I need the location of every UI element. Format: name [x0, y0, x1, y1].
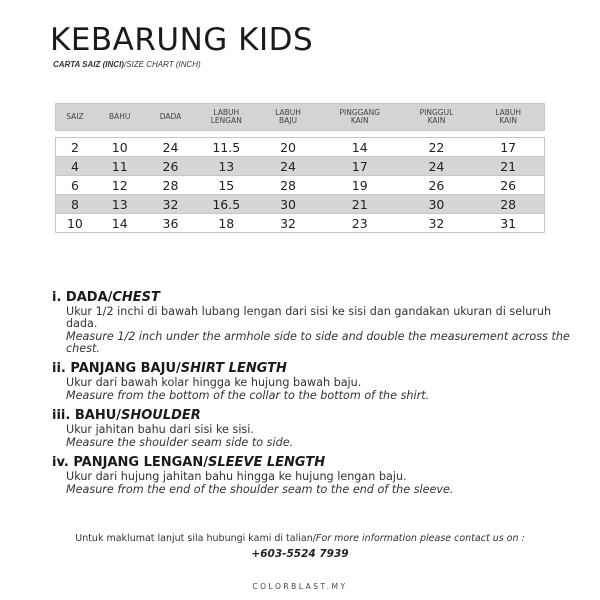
cell: 28: [472, 195, 545, 214]
brand-footer: COLORBLAST.MY: [252, 582, 348, 591]
section-text-en: Measure from the end of the shoulder seam to the end of the sleeve.: [66, 483, 454, 496]
cell: 28: [257, 176, 319, 195]
cell: 16.5: [195, 195, 257, 214]
cell: 26: [472, 176, 545, 195]
cell: 20: [257, 137, 319, 157]
cell: 23: [319, 214, 401, 233]
cell: 32: [146, 195, 196, 214]
cell: 24: [146, 137, 196, 157]
header-labuh-baju: LABUH BAJU: [257, 103, 319, 131]
table-row: [55, 137, 545, 157]
cell: 17: [472, 137, 545, 157]
contact-ms: Untuk maklumat lanjut sila hubungi kami di talian/: [75, 533, 316, 544]
contact-en: For more information please contact us on :: [315, 533, 525, 544]
table-row: [55, 214, 545, 233]
header-dada: DADA: [146, 103, 196, 131]
section-heading: iii. BAHU/SHOULDER: [52, 408, 201, 423]
cell: 13: [195, 157, 257, 176]
cell: 12: [94, 176, 146, 195]
cell: 30: [401, 195, 473, 214]
header-pinggang-kain: PINGGANG KAIN: [319, 103, 401, 131]
cell: 15: [195, 176, 257, 195]
header-saiz: SAIZ: [55, 103, 94, 131]
cell: 26: [146, 157, 196, 176]
section-text-ms: Ukur dari hujung jahitan bahu hingga ke hujung lengan baju.: [66, 470, 407, 483]
cell: 14: [319, 137, 401, 157]
cell: 11: [94, 157, 146, 176]
section-heading: i. DADA/CHEST: [52, 290, 160, 305]
table-row: [55, 195, 545, 214]
cell: 21: [319, 195, 401, 214]
cell: 28: [146, 176, 196, 195]
cell: 21: [472, 157, 545, 176]
page-subtitle: [53, 60, 201, 69]
cell: 32: [401, 214, 473, 233]
cell: 14: [94, 214, 146, 233]
table-row: [55, 157, 545, 176]
header-bahu: BAHU: [94, 103, 146, 131]
cell: 24: [257, 157, 319, 176]
cell: 8: [55, 195, 94, 214]
cell: 31: [472, 214, 545, 233]
cell: 11.5: [195, 137, 257, 157]
cell: 22: [401, 137, 473, 157]
cell: 4: [55, 157, 94, 176]
table-row: [55, 176, 545, 195]
section-text-en: Measure 1/2 inch under the armhole side to side and double the measurement across the chest.: [66, 330, 570, 355]
section-shirt-length: [52, 361, 572, 402]
cell: 10: [94, 137, 146, 157]
subtitle-ms: CARTA SAIZ (INCI): [53, 60, 124, 69]
contact-phone: +603-5524 7939: [251, 548, 349, 560]
table-header-row: [55, 103, 545, 131]
header-labuh-lengan: LABUH LENGAN: [195, 103, 257, 131]
cell: 19: [319, 176, 401, 195]
header-pinggul-kain: PINGGUL KAIN: [401, 103, 473, 131]
cell: 26: [401, 176, 473, 195]
measurement-instructions: [52, 290, 572, 502]
size-chart-table: [55, 103, 545, 233]
page-title: KEBARUNG KIDS: [50, 22, 314, 58]
cell: 18: [195, 214, 257, 233]
cell: 24: [401, 157, 473, 176]
section-text-ms: Ukur jahitan bahu dari sisi ke sisi.: [66, 423, 254, 436]
cell: 6: [55, 176, 94, 195]
section-sleeve-length: [52, 455, 572, 496]
section-text-en: Measure the shoulder seam side to side.: [66, 436, 294, 449]
cell: 36: [146, 214, 196, 233]
cell: 30: [257, 195, 319, 214]
section-shoulder: [52, 408, 572, 449]
cell: 10: [55, 214, 94, 233]
section-heading: iv. PANJANG LENGAN/SLEEVE LENGTH: [52, 455, 326, 470]
section-text-ms: Ukur 1/2 inchi di bawah lubang lengan dari sisi ke sisi dan gandakan ukuran di seluruh dada.: [66, 305, 552, 330]
contact-line: [0, 533, 600, 544]
subtitle-separator: /: [123, 60, 127, 69]
cell: 13: [94, 195, 146, 214]
subtitle-en: SIZE CHART (INCH): [126, 60, 201, 69]
header-labuh-kain: LABUH KAIN: [472, 103, 545, 131]
section-text-ms: Ukur dari bawah kolar hingga ke hujung bawah baju.: [66, 376, 362, 389]
cell: 17: [319, 157, 401, 176]
cell: 32: [257, 214, 319, 233]
section-chest: [52, 290, 572, 355]
section-heading: ii. PANJANG BAJU/SHIRT LENGTH: [52, 361, 287, 376]
section-text-en: Measure from the bottom of the collar to the bottom of the shirt.: [66, 389, 430, 402]
cell: 2: [55, 137, 94, 157]
